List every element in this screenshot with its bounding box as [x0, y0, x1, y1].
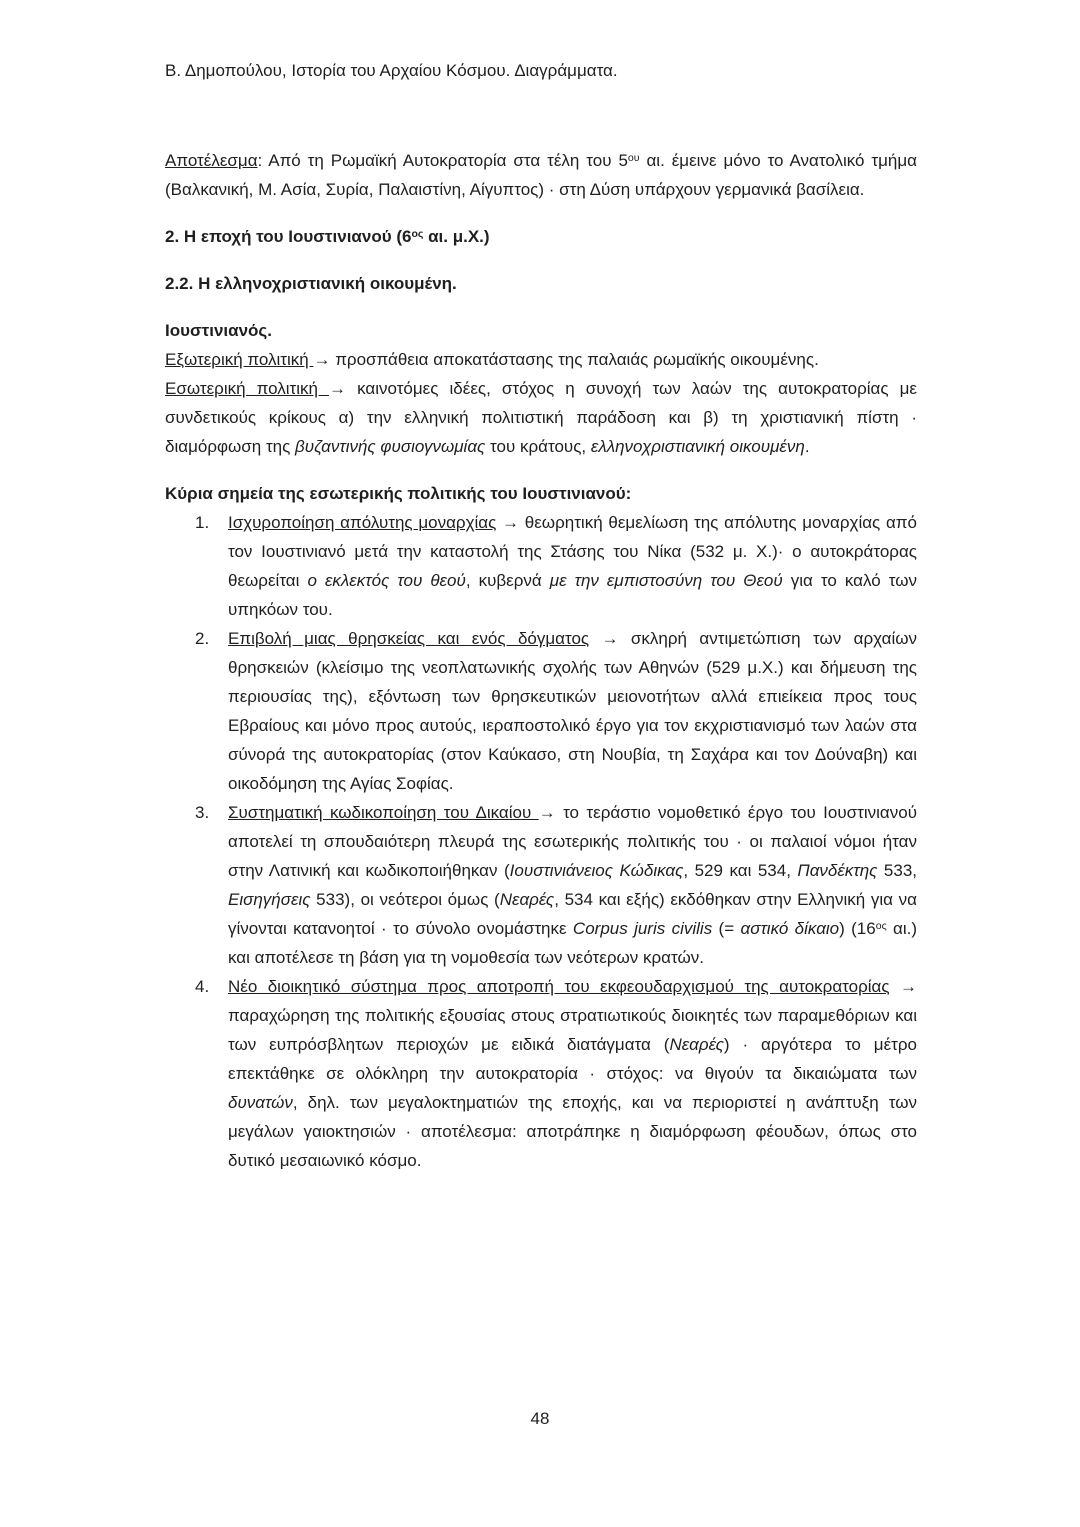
para-esoteriki-politiki — [165, 374, 917, 461]
text-segment: , κυβερνά — [465, 571, 550, 590]
text-segment: Ιουστινιάνειος Κώδικας — [509, 861, 684, 880]
text-segment: Νέο διοικητικό σύστημα προς αποτροπή του εκφεουδαρχισμού της αυτοκρατορίας — [228, 977, 890, 996]
text-segment: αι. μ.Χ.) — [423, 227, 490, 246]
text-segment: Συστηματική κωδικοποίηση του Δικαίου — [228, 803, 539, 822]
heading-ellinoxristianiki-oikoumeni — [165, 269, 917, 298]
text-segment: , 534 και εξής) εκδόθηκαν στην Ελληνική για να γίνονται κατανοητοί · το σύνολο ονομάστηκε — [228, 890, 917, 938]
text-segment: ) (16 — [839, 919, 876, 938]
page-header: Β. Δημοπούλου, Ιστορία του Αρχαίου Κόσμου. Διαγράμματα. — [165, 61, 618, 80]
text-segment: αι.) και αποτέλεσε τη βάση για τη νομοθεσία των νεότερων κρατών. — [228, 919, 917, 967]
text-segment: Ισχυροποίηση απόλυτης μοναρχίας — [228, 513, 497, 532]
text-segment: αι. έμεινε μόνο το Ανατολικό τμήμα (Βαλκανική, Μ. Ασία, Συρία, Παλαιστίνη, Αίγυπτος) · στη Δύση υπάρχουν γερμανικά βασίλεια. — [165, 151, 917, 199]
list-item-4 — [195, 972, 917, 1175]
text-segment: ελληνοχριστιανική οικουμένη — [590, 437, 805, 456]
spacer — [165, 204, 917, 222]
text-segment: 2.2. Η ελληνοχριστιανική οικουμένη. — [165, 274, 457, 293]
document-content — [165, 146, 917, 1175]
text-segment: Επιβολή μιας θρησκείας και ενός δόγματος — [228, 629, 590, 648]
text-segment: Ιουστινιανός. — [165, 321, 272, 340]
text-segment: , δηλ. των μεγαλοκτηματιών της εποχής, και να περιοριστεί η ανάπτυξη των μεγάλων γαιοκτησιών · αποτέλεσμα: αποτράπηκε η διαμόρφωση φέουδων, όπως στο δυτικό μεσαιωνικό κόσμο. — [228, 1093, 917, 1170]
heading-kyria-simeia — [165, 479, 917, 508]
text-segment: 533, — [877, 861, 917, 880]
text-segment: για το καλό των υπηκόων του. — [228, 571, 917, 619]
list-item-text — [228, 508, 917, 624]
text-segment: → το τεράστιο νομοθετικό έργο του Ιουστινιανού αποτελεί τη σπουδαιότερη πλευρά της εσωτερικής πολιτικής του · οι παλαιοί νόμοι ήταν στην Λατινική και κωδικοποιήθηκαν ( — [228, 803, 917, 880]
list-item-number: 4. — [195, 977, 210, 996]
para-apotelesma — [165, 146, 917, 204]
text-segment: Corpus juris civilis — [572, 919, 713, 938]
text-segment: ο εκλεκτός του θεού — [307, 571, 466, 590]
text-segment: ) · αργότερα το μέτρο επεκτάθηκε σε ολόκληρη την αυτοκρατορία · στόχος: να θιγούν τα δικαιώματα των — [228, 1035, 918, 1083]
list-item-text — [228, 798, 917, 972]
list-item-3 — [195, 798, 917, 972]
text-segment: ος — [411, 227, 424, 240]
heading-epoxi-ioustinianou — [165, 222, 917, 251]
list-item-text — [228, 624, 917, 798]
text-segment: → σκληρή αντιμετώπιση των αρχαίων θρησκειών (κλείσιμο της νεοπλατωνικής σχολής των Αθηνών (529 μ.Χ.) και δήμευση της περιουσίας της), εξόντωση των θρησκευτικών μειονοτήτων αλλά επιείκεια προς τους Εβραίους και μόνο προς αυτούς, ιεραποστολικό έργο για τον εκχριστιανισμό των λαών στα σύνορά της αυτοκρατορίας (στον Καύκασο, στη Νουβία, τη Σαχάρα και τον Δούναβη) και οικοδόμηση της Αγίας Σοφίας. — [228, 629, 917, 793]
text-segment: → παραχώρηση της πολιτικής εξουσίας στους στρατιωτικούς διοικητές των παραμεθόριων και των ευπρόσβλητων περιοχών με ειδικά διατάγματα ( — [228, 977, 917, 1054]
text-segment: ου — [627, 151, 640, 164]
text-segment: Αποτέλεσμα — [165, 151, 258, 170]
text-segment: 533), οι νεότεροι όμως ( — [310, 890, 500, 909]
text-segment: (= — [712, 919, 741, 938]
list-item-number: 2. — [195, 629, 210, 648]
text-segment: → καινοτόμες ιδέες, στόχος η συνοχή των λαών της αυτοκρατορίας με συνδετικούς κρίκους α) την ελληνική πολιτιστική παράδοση και β) τη χριστιανική πίστη · διαμόρφωση της — [165, 379, 917, 456]
text-segment: Νεαρές — [669, 1035, 724, 1054]
subheading-ioustinianos — [165, 316, 917, 345]
list-item-text — [228, 972, 917, 1175]
text-segment: Κύρια σημεία της εσωτερικής πολιτικής του Ιουστινιανού: — [165, 484, 632, 503]
spacer — [165, 251, 917, 269]
text-segment: με την εμπιστοσύνη του Θεού — [549, 571, 783, 590]
text-segment: : Από τη Ρωμαϊκή Αυτοκρατορία στα τέλη του 5 — [257, 151, 628, 170]
text-segment: βυζαντινής φυσιογνωμίας — [295, 437, 486, 456]
list-item-2 — [195, 624, 917, 798]
list-item-number: 1. — [195, 513, 210, 532]
text-segment: Εσωτερική πολιτική — [165, 379, 330, 398]
text-segment: , 529 και 534, — [683, 861, 798, 880]
spacer — [165, 461, 917, 479]
spacer — [165, 298, 917, 316]
text-segment: του κράτους, — [485, 437, 591, 456]
text-segment: Πανδέκτης — [797, 861, 878, 880]
text-segment: → θεωρητική θεμελίωση της απόλυτης μοναρχίας από τον Ιουστινιανό μετά την καταστολή της Στάσης του Νίκα (532 μ. Χ.)· ο αυτοκράτορας θεωρείται — [228, 513, 917, 590]
list-item-number: 3. — [195, 803, 210, 822]
text-segment: Νεαρές — [499, 890, 555, 909]
text-segment: 2. Η εποχή του Ιουστινιανού (6 — [165, 227, 412, 246]
text-segment: Εξωτερική πολιτική — [165, 350, 314, 369]
text-segment: ος — [875, 919, 887, 932]
text-segment: αστικό δίκαιο — [740, 919, 840, 938]
page-number: 48 — [530, 1409, 550, 1428]
text-segment: . — [804, 437, 810, 456]
text-segment: Εισηγήσεις — [228, 890, 311, 909]
text-segment: → προσπάθεια αποκατάστασης της παλαιάς ρωμαϊκής οικουμένης. — [313, 350, 819, 369]
list-item-1 — [195, 508, 917, 624]
para-exoteriki-politiki — [165, 345, 917, 374]
text-segment: δυνατών — [228, 1093, 293, 1112]
